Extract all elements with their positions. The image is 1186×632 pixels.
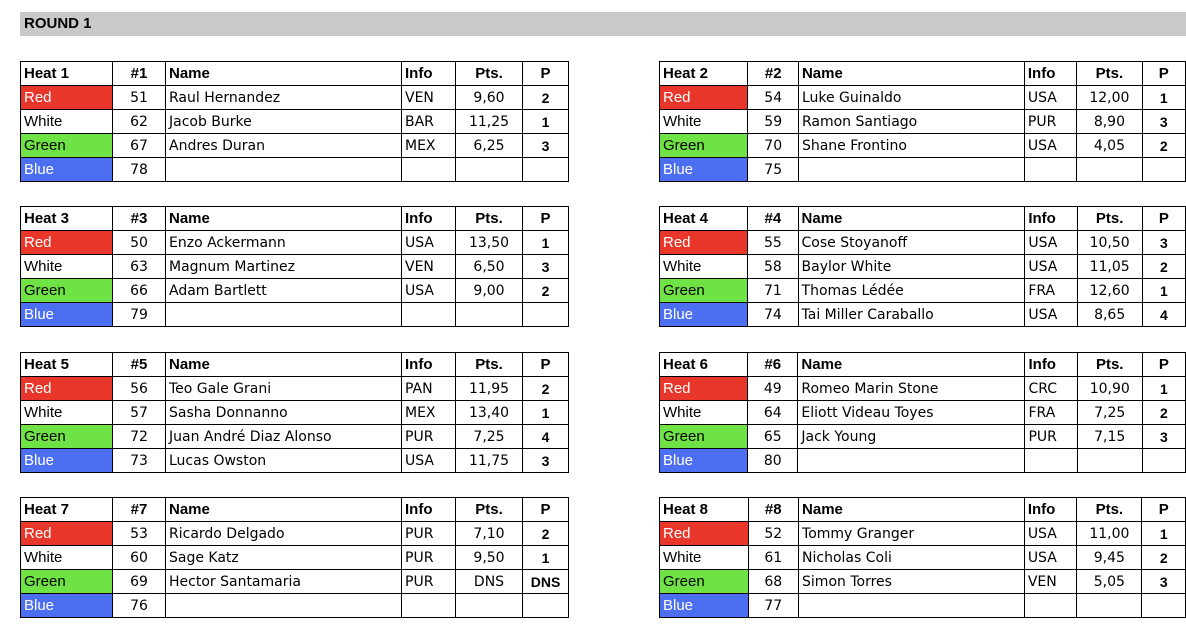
column-header-name: Name	[798, 62, 1024, 86]
competitor-points: 8,90	[1077, 110, 1142, 134]
heat-number: #8	[748, 498, 799, 522]
competitor-name: Lucas Owston	[166, 449, 402, 473]
column-header-pts: Pts.	[1077, 62, 1142, 86]
heat-row	[21, 425, 569, 449]
competitor-number: 64	[748, 401, 798, 425]
competitor-name: Hector Santamaria	[166, 570, 402, 594]
competitor-position	[523, 303, 569, 327]
column-header-pts: Pts.	[1077, 353, 1142, 377]
competitor-name: Magnum Martinez	[166, 255, 402, 279]
heat-row	[660, 86, 1186, 110]
competitor-number: 51	[113, 86, 166, 110]
competitor-points: 9,00	[456, 279, 523, 303]
competitor-number: 78	[113, 158, 166, 182]
heat-number: #3	[113, 207, 166, 231]
competitor-country: MEX	[402, 401, 456, 425]
lane-color-white: White	[660, 255, 748, 279]
competitor-country: PUR	[402, 546, 456, 570]
competitor-position: 4	[1142, 303, 1185, 327]
competitor-number: 67	[113, 134, 166, 158]
competitor-name: Ramon Santiago	[798, 110, 1024, 134]
heat-number: #7	[113, 498, 166, 522]
competitor-position: 3	[1142, 425, 1185, 449]
lane-color-green: Green	[660, 425, 748, 449]
column-header-position: P	[523, 498, 569, 522]
competitor-country: PAN	[402, 377, 456, 401]
heat-row	[21, 401, 569, 425]
competitor-country	[1024, 594, 1076, 618]
competitor-points	[456, 594, 523, 618]
column-header-info: Info	[1025, 353, 1077, 377]
competitor-points: 11,05	[1077, 255, 1142, 279]
lane-color-blue: Blue	[660, 449, 748, 473]
column-header-pts: Pts.	[456, 207, 523, 231]
column-header-info: Info	[402, 353, 456, 377]
lane-color-white: White	[660, 401, 748, 425]
competitor-points: 10,50	[1077, 231, 1142, 255]
column-header-position: P	[1142, 353, 1185, 377]
competitor-points: 9,50	[456, 546, 523, 570]
competitor-country: USA	[1025, 255, 1077, 279]
competitor-number: 77	[748, 594, 799, 618]
heat-row	[660, 377, 1186, 401]
competitor-position: 2	[1142, 401, 1185, 425]
column-header-name: Name	[166, 207, 402, 231]
heat-header-row	[660, 207, 1186, 231]
competitor-position: 1	[523, 546, 569, 570]
competitor-position: 1	[1142, 279, 1185, 303]
heat-number: #2	[748, 62, 799, 86]
competitor-points: 9,45	[1077, 546, 1142, 570]
competitor-name: Thomas Lédée	[798, 279, 1025, 303]
competitor-number: 80	[748, 449, 798, 473]
competitor-name: Baylor White	[798, 255, 1025, 279]
lane-color-green: Green	[21, 279, 113, 303]
heat-row	[660, 303, 1186, 327]
competitor-position: 2	[1142, 255, 1185, 279]
competitor-position	[1142, 594, 1186, 618]
heat-title: Heat 8	[660, 498, 749, 522]
competitor-points: 4,05	[1077, 134, 1142, 158]
competitor-points: 11,75	[456, 449, 523, 473]
competitor-country: FRA	[1025, 279, 1077, 303]
competitor-position: 3	[523, 255, 569, 279]
competitor-number: 65	[748, 425, 798, 449]
competitor-position: 3	[1142, 110, 1185, 134]
column-header-pts: Pts.	[1077, 498, 1142, 522]
competitor-position: 1	[1142, 377, 1185, 401]
heat-row	[660, 158, 1186, 182]
lane-color-blue: Blue	[660, 594, 749, 618]
competitor-position	[1142, 449, 1185, 473]
competitor-position: 1	[523, 231, 569, 255]
heat-row	[21, 110, 569, 134]
lane-color-blue: Blue	[21, 594, 113, 618]
competitor-name	[798, 449, 1025, 473]
competitor-points: 5,05	[1077, 570, 1142, 594]
competitor-number: 59	[748, 110, 799, 134]
column-header-position: P	[1142, 207, 1185, 231]
competitor-position: 3	[523, 449, 569, 473]
column-header-name: Name	[799, 498, 1025, 522]
competitor-points: 13,40	[456, 401, 523, 425]
column-header-name: Name	[166, 498, 402, 522]
competitor-points: 7,25	[1077, 401, 1142, 425]
competitor-number: 70	[748, 134, 799, 158]
competitor-points: DNS	[456, 570, 523, 594]
competitor-points: 7,25	[456, 425, 523, 449]
competitor-country: PUR	[1025, 425, 1077, 449]
column-header-info: Info	[402, 62, 456, 86]
competitor-points: 7,15	[1077, 425, 1142, 449]
competitor-number: 54	[748, 86, 799, 110]
competitor-points: 12,60	[1077, 279, 1142, 303]
column-header-info: Info	[402, 207, 456, 231]
competitor-position: 3	[523, 134, 569, 158]
competitor-country: USA	[1024, 86, 1076, 110]
heat-header-row	[21, 498, 569, 522]
competitor-points: 11,95	[456, 377, 523, 401]
competitor-name: Juan André Diaz Alonso	[166, 425, 402, 449]
competitor-position: 2	[523, 279, 569, 303]
competitor-name: Tommy Granger	[799, 522, 1025, 546]
column-header-name: Name	[798, 353, 1025, 377]
heat-number: #5	[113, 353, 166, 377]
heat-row	[21, 86, 569, 110]
column-header-position: P	[1142, 498, 1186, 522]
competitor-points: 11,00	[1077, 522, 1142, 546]
competitor-country: USA	[402, 449, 456, 473]
competitor-country	[1024, 158, 1076, 182]
competitor-country: USA	[1024, 522, 1076, 546]
competitor-number: 62	[113, 110, 166, 134]
heat-row	[660, 449, 1186, 473]
lane-color-white: White	[21, 110, 113, 134]
competitor-country: USA	[402, 279, 456, 303]
competitor-position: 1	[1142, 522, 1186, 546]
heat-title: Heat 3	[21, 207, 113, 231]
competitor-position	[523, 594, 569, 618]
competitor-points: 6,50	[456, 255, 523, 279]
heat-number: #1	[113, 62, 166, 86]
competitor-name: Ricardo Delgado	[166, 522, 402, 546]
competitor-name	[166, 594, 402, 618]
heat-row	[660, 110, 1186, 134]
competitor-country: USA	[1024, 546, 1076, 570]
heat-row	[21, 279, 569, 303]
competitor-name: Nicholas Coli	[799, 546, 1025, 570]
lane-color-green: Green	[21, 570, 113, 594]
competitor-number: 72	[113, 425, 166, 449]
heat-header-row	[21, 62, 569, 86]
round-header-bar	[20, 12, 1186, 36]
competitor-name: Romeo Marin Stone	[798, 377, 1025, 401]
heat-row	[21, 570, 569, 594]
heat-row	[21, 377, 569, 401]
heat-title: Heat 6	[660, 353, 748, 377]
heat-row	[660, 570, 1186, 594]
competitor-points	[1077, 158, 1142, 182]
competitor-name: Adam Bartlett	[166, 279, 402, 303]
heat-title: Heat 5	[21, 353, 113, 377]
heat-table	[659, 497, 1186, 618]
competitor-position: 2	[523, 86, 569, 110]
heat-title: Heat 4	[660, 207, 748, 231]
heat-row	[21, 255, 569, 279]
competitor-number: 79	[113, 303, 166, 327]
competitor-country	[402, 158, 456, 182]
competitor-position: 2	[523, 377, 569, 401]
competitor-points	[1077, 449, 1142, 473]
competitor-name: Luke Guinaldo	[798, 86, 1024, 110]
competitor-number: 58	[748, 255, 798, 279]
competitor-number: 49	[748, 377, 798, 401]
heat-header-row	[21, 353, 569, 377]
heat-row	[660, 279, 1186, 303]
competitor-position: 1	[523, 110, 569, 134]
competitor-position: 1	[1142, 86, 1185, 110]
lane-color-red: Red	[660, 86, 748, 110]
competitor-name	[166, 303, 402, 327]
column-header-pts: Pts.	[456, 62, 523, 86]
heat-row	[21, 546, 569, 570]
heat-header-row	[21, 207, 569, 231]
competitor-name: Sage Katz	[166, 546, 402, 570]
competitor-number: 63	[113, 255, 166, 279]
lane-color-blue: Blue	[660, 303, 748, 327]
competitor-name: Teo Gale Grani	[166, 377, 402, 401]
competitor-number: 69	[113, 570, 166, 594]
competitor-country: MEX	[402, 134, 456, 158]
competitor-name: Andres Duran	[166, 134, 402, 158]
competitor-name	[798, 158, 1024, 182]
heat-row	[21, 594, 569, 618]
competitor-country: VEN	[1024, 570, 1076, 594]
lane-color-red: Red	[660, 377, 748, 401]
competitor-position: 2	[1142, 546, 1186, 570]
competitor-number: 56	[113, 377, 166, 401]
competitor-points	[456, 158, 523, 182]
competitor-position	[523, 158, 569, 182]
competitor-position: 3	[1142, 570, 1186, 594]
competitor-number: 73	[113, 449, 166, 473]
heat-row	[21, 134, 569, 158]
column-header-name: Name	[166, 62, 402, 86]
heat-row	[21, 303, 569, 327]
heat-title: Heat 1	[21, 62, 113, 86]
competitor-number: 74	[748, 303, 798, 327]
competitor-country	[402, 303, 456, 327]
column-header-pts: Pts.	[456, 353, 523, 377]
competitor-country: PUR	[402, 425, 456, 449]
competitor-number: 66	[113, 279, 166, 303]
competitor-points: 13,50	[456, 231, 523, 255]
competitor-points: 10,90	[1077, 377, 1142, 401]
competitor-name: Enzo Ackermann	[166, 231, 402, 255]
lane-color-green: Green	[660, 570, 749, 594]
competitor-number: 50	[113, 231, 166, 255]
heat-table	[659, 61, 1186, 182]
column-header-position: P	[523, 353, 569, 377]
lane-color-green: Green	[21, 134, 113, 158]
column-header-name: Name	[166, 353, 402, 377]
column-header-position: P	[1142, 62, 1185, 86]
lane-color-red: Red	[660, 231, 748, 255]
competitor-name: Jacob Burke	[166, 110, 402, 134]
heat-row	[21, 231, 569, 255]
competitor-number: 53	[113, 522, 166, 546]
competitor-country: CRC	[1025, 377, 1077, 401]
heat-table	[20, 61, 569, 182]
heat-row	[660, 231, 1186, 255]
heat-row	[660, 134, 1186, 158]
competitor-name: Jack Young	[798, 425, 1025, 449]
heat-row	[660, 594, 1186, 618]
heat-table	[20, 352, 569, 473]
heat-header-row	[660, 353, 1186, 377]
competitor-country	[402, 594, 456, 618]
competitor-points: 7,10	[456, 522, 523, 546]
competitor-number: 71	[748, 279, 798, 303]
heat-row	[660, 425, 1186, 449]
competitor-points: 11,25	[456, 110, 523, 134]
heat-header-row	[660, 498, 1186, 522]
competitor-country: USA	[1025, 231, 1077, 255]
lane-color-green: Green	[660, 134, 748, 158]
competitor-country: FRA	[1025, 401, 1077, 425]
competitor-position: 3	[1142, 231, 1185, 255]
competitor-number: 60	[113, 546, 166, 570]
lane-color-blue: Blue	[21, 158, 113, 182]
competitor-name: Eliott Videau Toyes	[798, 401, 1025, 425]
competitor-name: Sasha Donnanno	[166, 401, 402, 425]
heat-row	[21, 158, 569, 182]
competitor-country: VEN	[402, 255, 456, 279]
column-header-position: P	[523, 207, 569, 231]
competitor-name	[166, 158, 402, 182]
competitor-country: PUR	[402, 570, 456, 594]
heat-title: Heat 7	[21, 498, 113, 522]
heat-row	[660, 255, 1186, 279]
heat-number: #4	[748, 207, 798, 231]
lane-color-blue: Blue	[21, 303, 113, 327]
heat-row	[660, 401, 1186, 425]
competitor-name: Tai Miller Caraballo	[798, 303, 1025, 327]
competitor-points: 6,25	[456, 134, 523, 158]
lane-color-white: White	[21, 255, 113, 279]
heat-table	[20, 497, 569, 618]
lane-color-white: White	[21, 546, 113, 570]
competitor-country: BAR	[402, 110, 456, 134]
competitor-number: 57	[113, 401, 166, 425]
heat-row	[660, 546, 1186, 570]
lane-color-red: Red	[21, 377, 113, 401]
competitor-number: 68	[748, 570, 799, 594]
competitor-name	[799, 594, 1025, 618]
lane-color-blue: Blue	[21, 449, 113, 473]
competitor-position	[1142, 158, 1185, 182]
competitor-number: 75	[748, 158, 799, 182]
column-header-info: Info	[1024, 498, 1076, 522]
column-header-name: Name	[798, 207, 1025, 231]
column-header-pts: Pts.	[456, 498, 523, 522]
column-header-info: Info	[1025, 207, 1077, 231]
competitor-number: 55	[748, 231, 798, 255]
lane-color-blue: Blue	[660, 158, 748, 182]
competitor-number: 61	[748, 546, 799, 570]
lane-color-white: White	[660, 110, 748, 134]
round-title: ROUND 1	[24, 15, 92, 32]
lane-color-white: White	[21, 401, 113, 425]
competitor-number: 76	[113, 594, 166, 618]
competitor-name: Cose Stoyanoff	[798, 231, 1025, 255]
competitor-country: USA	[402, 231, 456, 255]
lane-color-red: Red	[21, 86, 113, 110]
competitor-name: Simon Torres	[799, 570, 1025, 594]
lane-color-green: Green	[21, 425, 113, 449]
competitor-points: 9,60	[456, 86, 523, 110]
competitor-country: VEN	[402, 86, 456, 110]
heat-table	[20, 206, 569, 327]
heat-title: Heat 2	[660, 62, 748, 86]
column-header-position: P	[523, 62, 569, 86]
competitor-position: 1	[523, 401, 569, 425]
lane-color-red: Red	[660, 522, 749, 546]
competitor-position: 2	[523, 522, 569, 546]
competitor-name: Shane Frontino	[798, 134, 1024, 158]
competitor-country: USA	[1024, 134, 1076, 158]
competitor-points: 8,65	[1077, 303, 1142, 327]
lane-color-green: Green	[660, 279, 748, 303]
competitor-name: Raul Hernandez	[166, 86, 402, 110]
competitor-country	[1025, 449, 1077, 473]
heat-row	[21, 449, 569, 473]
competitor-position: DNS	[523, 570, 569, 594]
competitor-points	[456, 303, 523, 327]
competitor-country: PUR	[1024, 110, 1076, 134]
competitor-country: PUR	[402, 522, 456, 546]
lane-color-red: Red	[21, 522, 113, 546]
heat-row	[660, 522, 1186, 546]
competitor-points: 12,00	[1077, 86, 1142, 110]
heat-header-row	[660, 62, 1186, 86]
lane-color-white: White	[660, 546, 749, 570]
heat-row	[21, 522, 569, 546]
column-header-info: Info	[1024, 62, 1076, 86]
column-header-info: Info	[402, 498, 456, 522]
lane-color-red: Red	[21, 231, 113, 255]
heat-table	[659, 206, 1186, 327]
competitor-country: USA	[1025, 303, 1077, 327]
column-header-pts: Pts.	[1077, 207, 1142, 231]
competitor-number: 52	[748, 522, 799, 546]
heat-table	[659, 352, 1186, 473]
competitor-position: 4	[523, 425, 569, 449]
competitor-points	[1077, 594, 1142, 618]
heat-number: #6	[748, 353, 798, 377]
competitor-position: 2	[1142, 134, 1185, 158]
